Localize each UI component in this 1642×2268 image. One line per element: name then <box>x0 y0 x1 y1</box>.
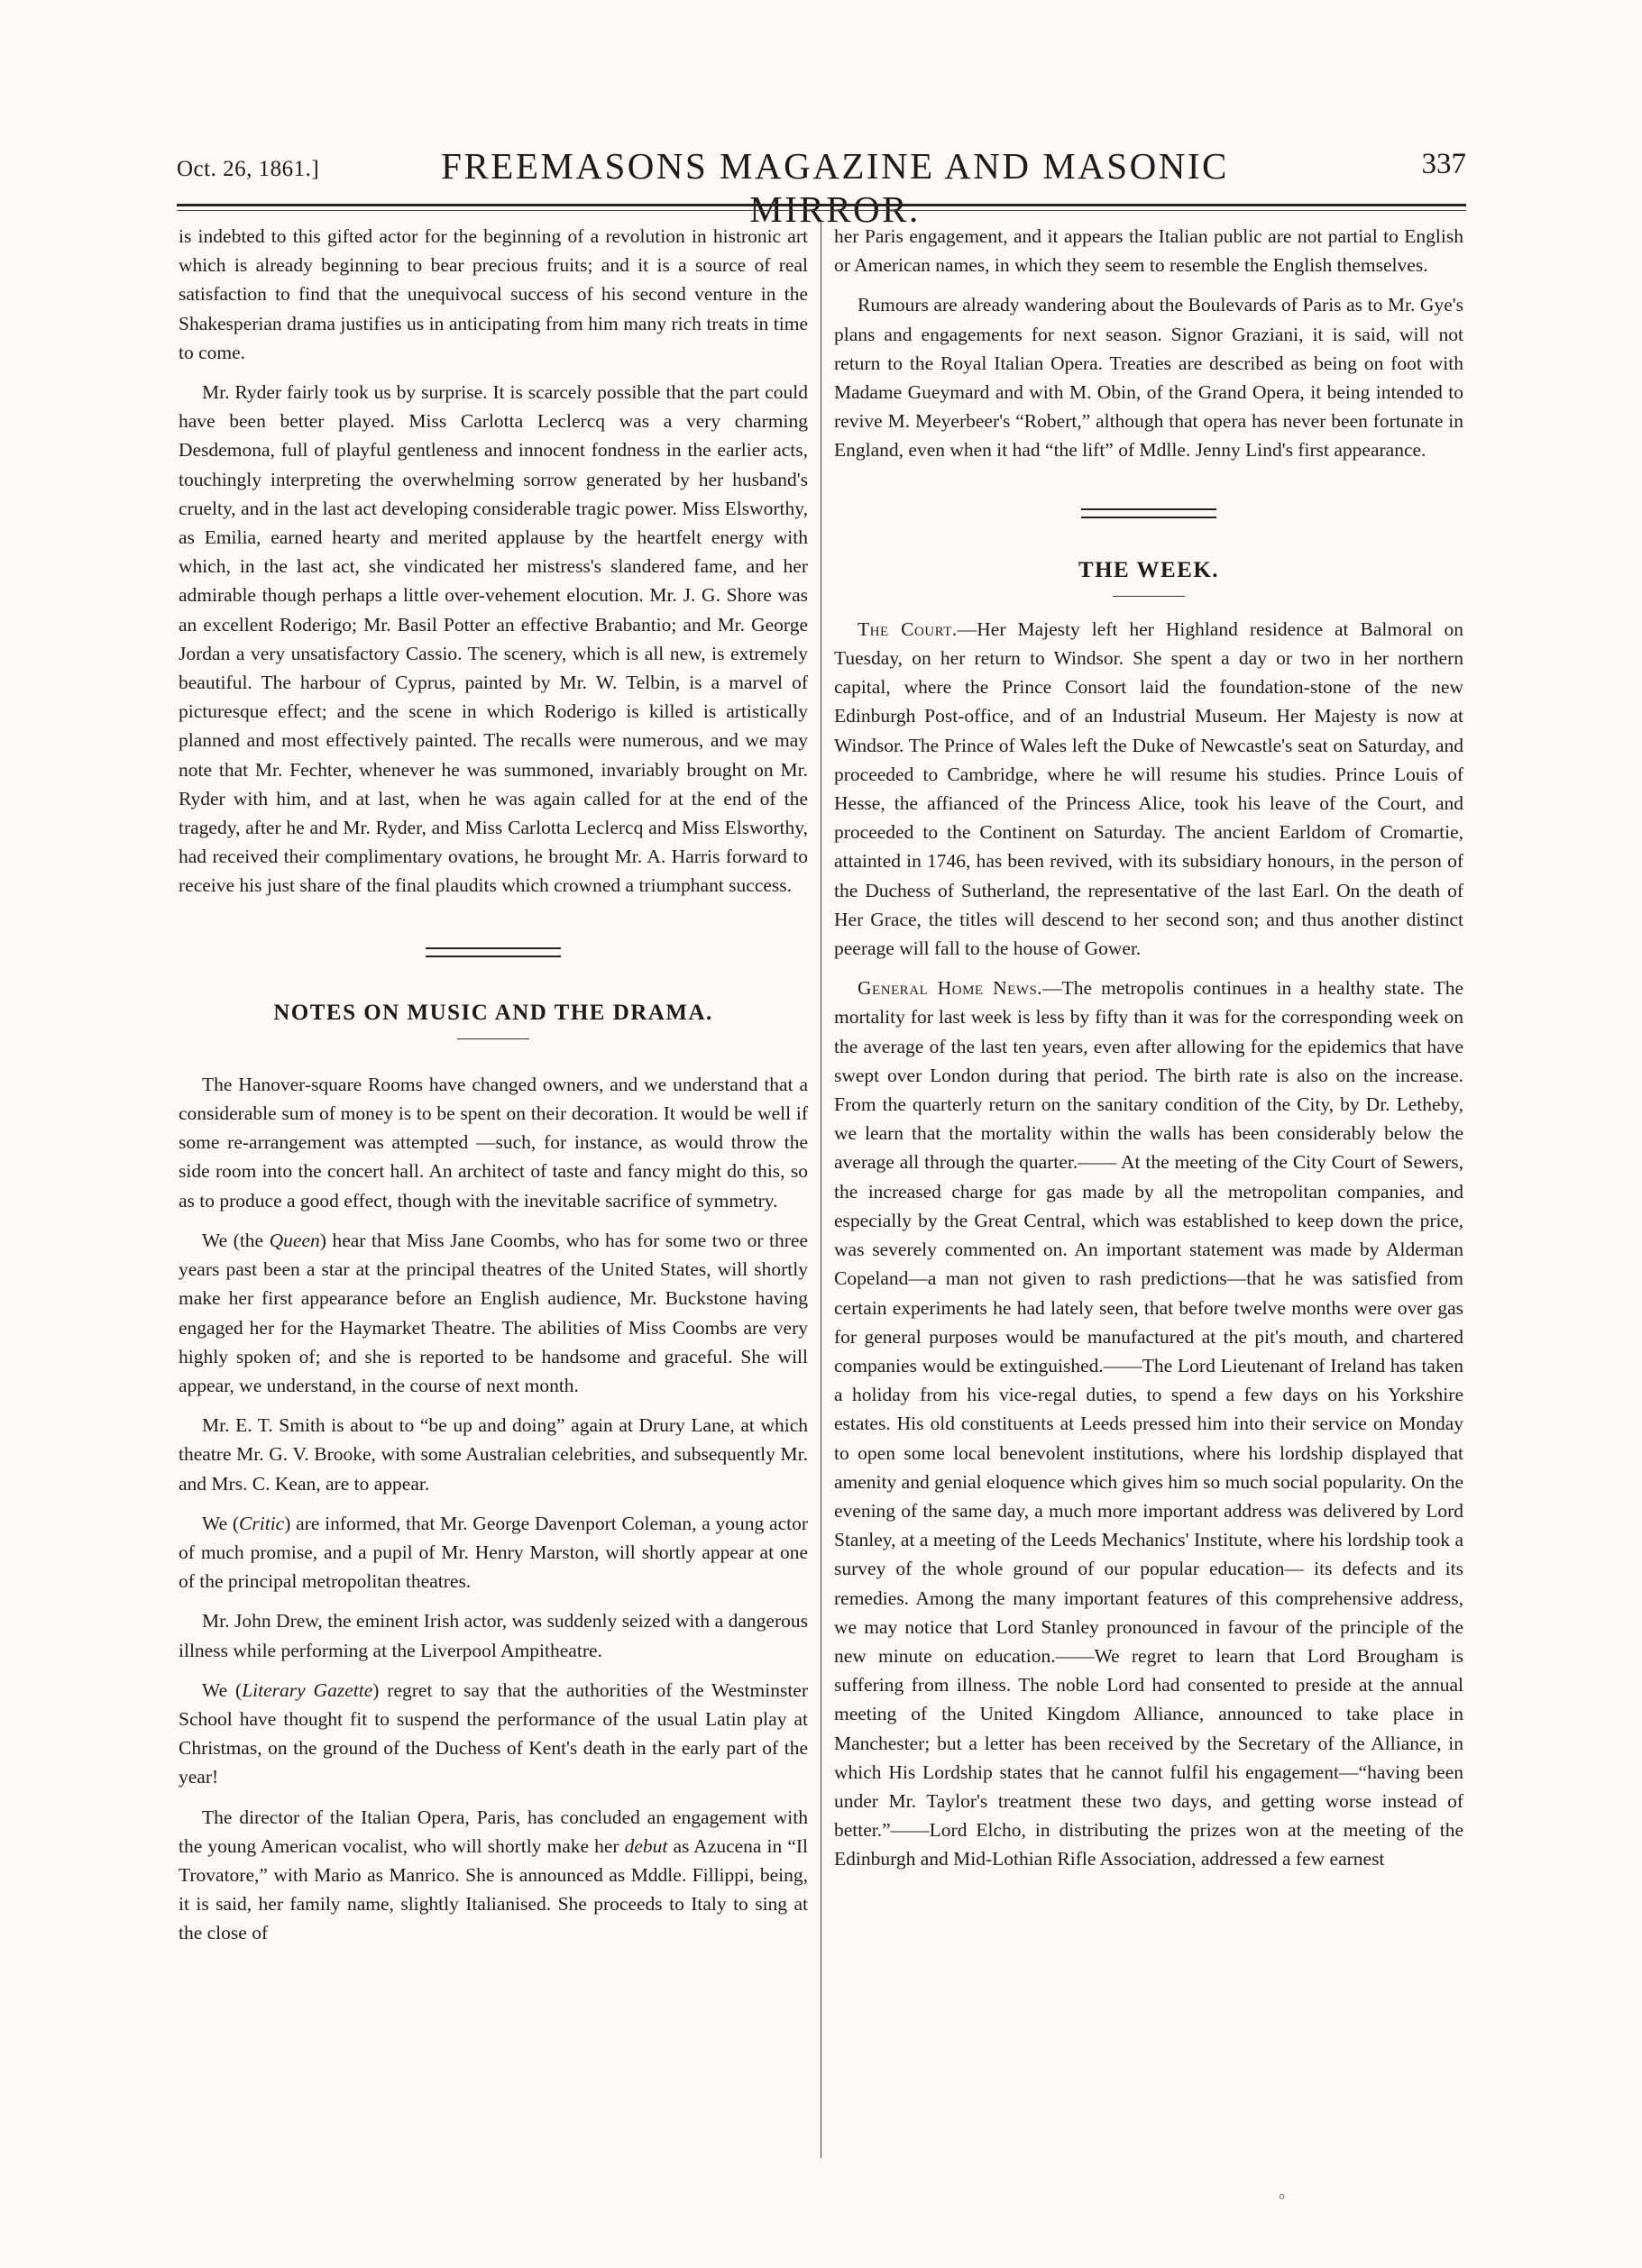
section-heading-music-drama: NOTES ON MUSIC AND THE DRAMA. <box>273 1000 713 1025</box>
masthead-rule <box>177 204 1466 206</box>
section-heading-the-week: THE WEEK. <box>1078 557 1220 582</box>
article-paragraph: Mr. Ryder fairly took us by surprise. It is scarcely possible that the part could have been better played. Miss Carlotta Leclercq was a very charming Desdemona, full of playful gentleness and innocent fondness in the earlier acts, touchingly interpreting the overwhelming sorrow generated by her husband's cruelty, and in the last act developing considerable tragic power. Miss Elsworthy, as Emilia, earned hearty and merited applause by the heartfelt energy with which, in the last act, she vindicated her mistress's slandered fame, and her admirable though perhaps a little over-vehement elocution. Mr. J. G. Shore was an excellent Roderigo; Mr. Basil Potter an effective Brabantio; and Mr. George Jordan a very unsatisfactory Cassio. The scenery, which is all new, is extremely beautiful. The harbour of Cyprus, painted by Mr. W. Telbin, is a marvel of picturesque effect; and the scene in which Roderigo is killed is artistically planned and most effectively painted. The recalls were numerous, and we may note that Mr. Fechter, whenever he was summoned, invariably brought on Mr. Ryder with him, and at last, when he was again called for at the end of the tragedy, after he and Mr. Ryder, and Miss Carlotta Leclercq and Miss Elsworthy, had received their complimentary ovations, he brought Mr. A. Harris forward to receive his just share of the final plaudits which crowned a triumphant success. <box>179 381 808 897</box>
article-paragraph: Mr. E. T. Smith is about to “be up and doing” again at Drury Lane, at which theatre Mr. G. V. Brooke, with some Australian celebrities, and subsequently Mr. and Mrs. C. Kean, are to appear. <box>179 1414 808 1495</box>
article-paragraph: We (Literary Gazette) regret to say that the authorities of the Westminster School have thought fit to suspend the performance of the usual Latin play at Christmas, on the ground of the Duchess of Kent's death in the early part of the year! <box>179 1678 809 1788</box>
heading-underline <box>1113 596 1185 597</box>
italic-word: debut <box>624 1834 668 1857</box>
heading-underline <box>457 1038 529 1039</box>
page-number: 337 <box>1421 148 1466 180</box>
article-paragraph: The director of the Italian Opera, Paris, has concluded an engagement with the young American vocalist, who will shortly make her debut as Azucena in “Il Trovatore,” with Mario as Manrico. She is announced as Mddle. Fillippi, being, it is said, her family name, slightly Italianised. She proceeds to Italy to sing at the close of <box>179 1806 809 1944</box>
section-separator <box>1081 508 1216 518</box>
article-paragraph: We (Critic) are informed, that Mr. George Davenport Coleman, a young actor of much promise, and a pupil of Mr. Henry Marston, will shortly appear at one of the principal metropolitan theatres. <box>179 1512 808 1593</box>
magazine-title: FREEMASONS MAGAZINE AND MASONIC MIRROR. <box>441 145 1229 230</box>
article-paragraph: The Hanover-square Rooms have changed owners, and we understand that a considerable sum of money is to be spent on their decoration. It would be well if some re-arrangement was attempted —such, for instance, as would throw the side room into the concert hall. An architect of taste and fancy might do this, so as to produce a good effect, though with the inevitable sacrifice of symmetry. <box>179 1073 808 1212</box>
article-paragraph: Rumours are already wandering about the Boulevards of Paris as to Mr. Gye's plans and engagements for next season. Signor Graziani, it is said, will not return to the Royal Italian Opera. Treaties are described as being on foot with Madame Gueymard and with M. Obin, of the Grand Opera, it being intended to revive M. Meyerbeer's “Robert,” although that opera has never been fortunate in England, even when it had “the lift” of Mdlle. Jenny Lind's first appearance. <box>834 294 1463 462</box>
article-paragraph: is indebted to this gifted actor for the beginning of a revolution in histronic art which is already beginning to bear precious fruits; and it is a source of real satisfaction to find that the unequivocal success of his second venture in the Shakesperian drama justifies us in anticipating from him many rich treats in time to come. <box>179 225 808 363</box>
issue-date: Oct. 26, 1861.] <box>177 157 320 181</box>
article-paragraph: We (the Queen) hear that Miss Jane Coombs, who has for some two or three years past been a star at the principal theatres of the United States, will shortly make her first appearance before an English audience, Mr. Buckstone having engaged her for the Haymarket Theatre. The abilities of Miss Coombs are very highly spoken of; and she is reported to be handsome and graceful. She will appear, we understand, in the course of next month. <box>179 1229 808 1396</box>
article-paragraph-court: The Court.—Her Majesty left her Highland residence at Balmoral on Tuesday, on her return to Windsor. She spent a day or two in her northern capital, where the Prince Consort laid the foundation-stone of the new Edinburgh Post-office, and of an Industrial Museum. Her Majesty is now at Windsor. The Prince of Wales left the Duke of Newcastle's seat on Saturday, and proceeded to Cambridge, where he will resume his studies. Prince Louis of Hesse, the affianced of the Princess Alice, took his leave of the Court, and proceeded to the Continent on Saturday. The ancient Earldom of Cromartie, attainted in 1746, has been revived, with its subsidiary honours, in the person of the Duchess of Sutherland, the representative of the last Earl. On the death of Her Grace, the titles will descend to her second son; and thus another distinct peerage will fall to the house of Gower. <box>834 617 1463 960</box>
masthead <box>177 144 1466 230</box>
article-paragraph: her Paris engagement, and it appears the Italian public are not partial to English or American names, in which they seem to resemble the English themselves. <box>834 225 1463 277</box>
masthead-rule-thin <box>177 210 1466 211</box>
section-separator <box>426 947 561 957</box>
print-mark: ° <box>1279 2190 1286 2209</box>
left-column <box>179 222 808 1959</box>
source-name: Queen <box>269 1229 320 1251</box>
run-in-heading: The Court. <box>858 617 958 640</box>
source-name: Critic <box>239 1512 285 1534</box>
article-paragraph-home-news: General Home News.—The metropolis continues in a healthy state. The mortality for last week is less by fifty than it was for the corresponding week on the average of the last ten years, even after allowing for the epidemics that have swept over London during that period. The birth rate is also on the increase. From the quarterly return on the sanitary condition of the City, by Dr. Letheby, we learn that the mortality within the walls has been considerably below the average all through the quarter.—— At the meeting of the City Court of Sewers, the increased charge for gas made by all the metropolitan companies, and especially by the Great Central, which was established to keep down the price, was severely commented on. An important statement was made by Alderman Copeland—a man not given to rash predictions—that he was satisfied from certain experiments he had lately seen, that before twelve months were over gas for general purposes would be manufactured at the pit's mouth, and chartered companies would be extinguished.——The Lord Lieutenant of Ireland has taken a holiday from his vice-regal duties, to spend a few days on his Yorkshire estates. His old constituents at Leeds pressed him into their service on Monday to open some local benevolent institutions, where his lordship displayed that amenity and genial eloquence which gives him so much social popularity. On the evening of the same day, a much more important address was delivered by Lord Stanley, at a meeting of the Leeds Mechanics' Institute, where his lordship took a survey of the whole ground of our popular education— its defects and its remedies. Among the many important features of this comprehensive address, we may notice that Lord Stanley pronounced in favour of the principle of the new minute on education.——We regret to learn that Lord Brougham is suffering from illness. The noble Lord had consented to preside at the annual meeting of the United Kingdom Alliance, announced to take place in Manchester; but a letter has been received by the Secretary of the Alliance, in which His Lordship states that he cannot fulfil his engagement—“having been under Mr. Taylor's treatment these two days, and getting worse instead of better.”——Lord Elcho, in distributing the prizes won at the meeting of the Edinburgh and Mid-Lothian Rifle Association, addressed a few earnest <box>834 977 1464 1870</box>
right-column <box>834 222 1463 1885</box>
source-name: Literary Gazette <box>242 1678 373 1701</box>
run-in-heading: General Home News. <box>858 977 1043 1000</box>
article-paragraph: Mr. John Drew, the eminent Irish actor, was suddenly seized with a dangerous illness while performing at the Liverpool Ampitheatre. <box>179 1610 808 1661</box>
